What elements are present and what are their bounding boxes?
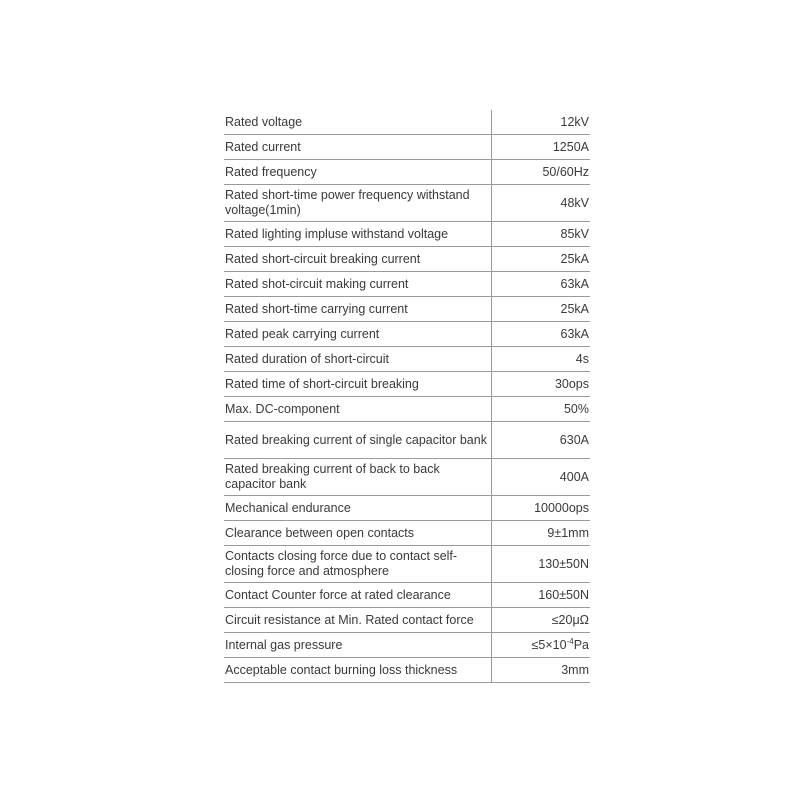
spec-table-body — [224, 110, 590, 683]
table-row — [224, 247, 590, 272]
spec-value: 63kA — [491, 322, 590, 347]
spec-label: Rated frequency — [224, 160, 491, 185]
spec-value: 50% — [491, 397, 590, 422]
table-row — [224, 272, 590, 297]
spec-label: Internal gas pressure — [224, 633, 491, 658]
spec-label: Mechanical endurance — [224, 496, 491, 521]
spec-value: 30ops — [491, 372, 590, 397]
spec-label: Rated current — [224, 135, 491, 160]
spec-label: Rated short-time power frequency withstand voltage(1min) — [224, 185, 491, 222]
table-row — [224, 322, 590, 347]
spec-label: Rated voltage — [224, 110, 491, 135]
spec-label: Contacts closing force due to contact self-closing force and atmosphere — [224, 546, 491, 583]
table-row — [224, 397, 590, 422]
value-exponent: -4 — [566, 636, 574, 646]
spec-label: Rated shot-circuit making current — [224, 272, 491, 297]
table-row — [224, 347, 590, 372]
table-row — [224, 608, 590, 633]
table-row — [224, 222, 590, 247]
table-row — [224, 459, 590, 496]
table-row — [224, 496, 590, 521]
table-row — [224, 135, 590, 160]
table-row — [224, 372, 590, 397]
spec-value: 400A — [491, 459, 590, 496]
spec-label: Rated duration of short-circuit — [224, 347, 491, 372]
spec-value: 630A — [491, 422, 590, 459]
spec-value: 25kA — [491, 247, 590, 272]
spec-label: Clearance between open contacts — [224, 521, 491, 546]
spec-label: Rated breaking current of back to back capacitor bank — [224, 459, 491, 496]
spec-table — [224, 110, 590, 683]
spec-label: Rated short-circuit breaking current — [224, 247, 491, 272]
table-row — [224, 297, 590, 322]
table-row — [224, 521, 590, 546]
spec-value: 25kA — [491, 297, 590, 322]
spec-value: 4s — [491, 347, 590, 372]
spec-value: 12kV — [491, 110, 590, 135]
spec-value: 3mm — [491, 658, 590, 683]
spec-value: 48kV — [491, 185, 590, 222]
spec-value: 130±50N — [491, 546, 590, 583]
spec-label: Rated time of short-circuit breaking — [224, 372, 491, 397]
table-row — [224, 110, 590, 135]
spec-value: 63kA — [491, 272, 590, 297]
table-row — [224, 185, 590, 222]
table-row — [224, 658, 590, 683]
spec-value: 1250A — [491, 135, 590, 160]
spec-label: Acceptable contact burning loss thickness — [224, 658, 491, 683]
spec-value: ≤20μΩ — [491, 608, 590, 633]
spec-label: Rated breaking current of single capacitor bank — [224, 422, 491, 459]
table-row — [224, 633, 590, 658]
spec-value: 85kV — [491, 222, 590, 247]
table-row — [224, 160, 590, 185]
spec-label: Max. DC-component — [224, 397, 491, 422]
spec-label: Rated short-time carrying current — [224, 297, 491, 322]
table-row — [224, 546, 590, 583]
value-suffix: Pa — [573, 637, 589, 652]
spec-label: Circuit resistance at Min. Rated contact force — [224, 608, 491, 633]
table-row — [224, 583, 590, 608]
spec-value: 9±1mm — [491, 521, 590, 546]
spec-label: Rated lighting impluse withstand voltage — [224, 222, 491, 247]
spec-label: Contact Counter force at rated clearance — [224, 583, 491, 608]
spec-value: 10000ops — [491, 496, 590, 521]
spec-label: Rated peak carrying current — [224, 322, 491, 347]
spec-value: 160±50N — [491, 583, 590, 608]
value-prefix: ≤5×10 — [531, 637, 567, 652]
table-row — [224, 422, 590, 459]
spec-value: 50/60Hz — [491, 160, 590, 185]
spec-value — [491, 633, 590, 658]
